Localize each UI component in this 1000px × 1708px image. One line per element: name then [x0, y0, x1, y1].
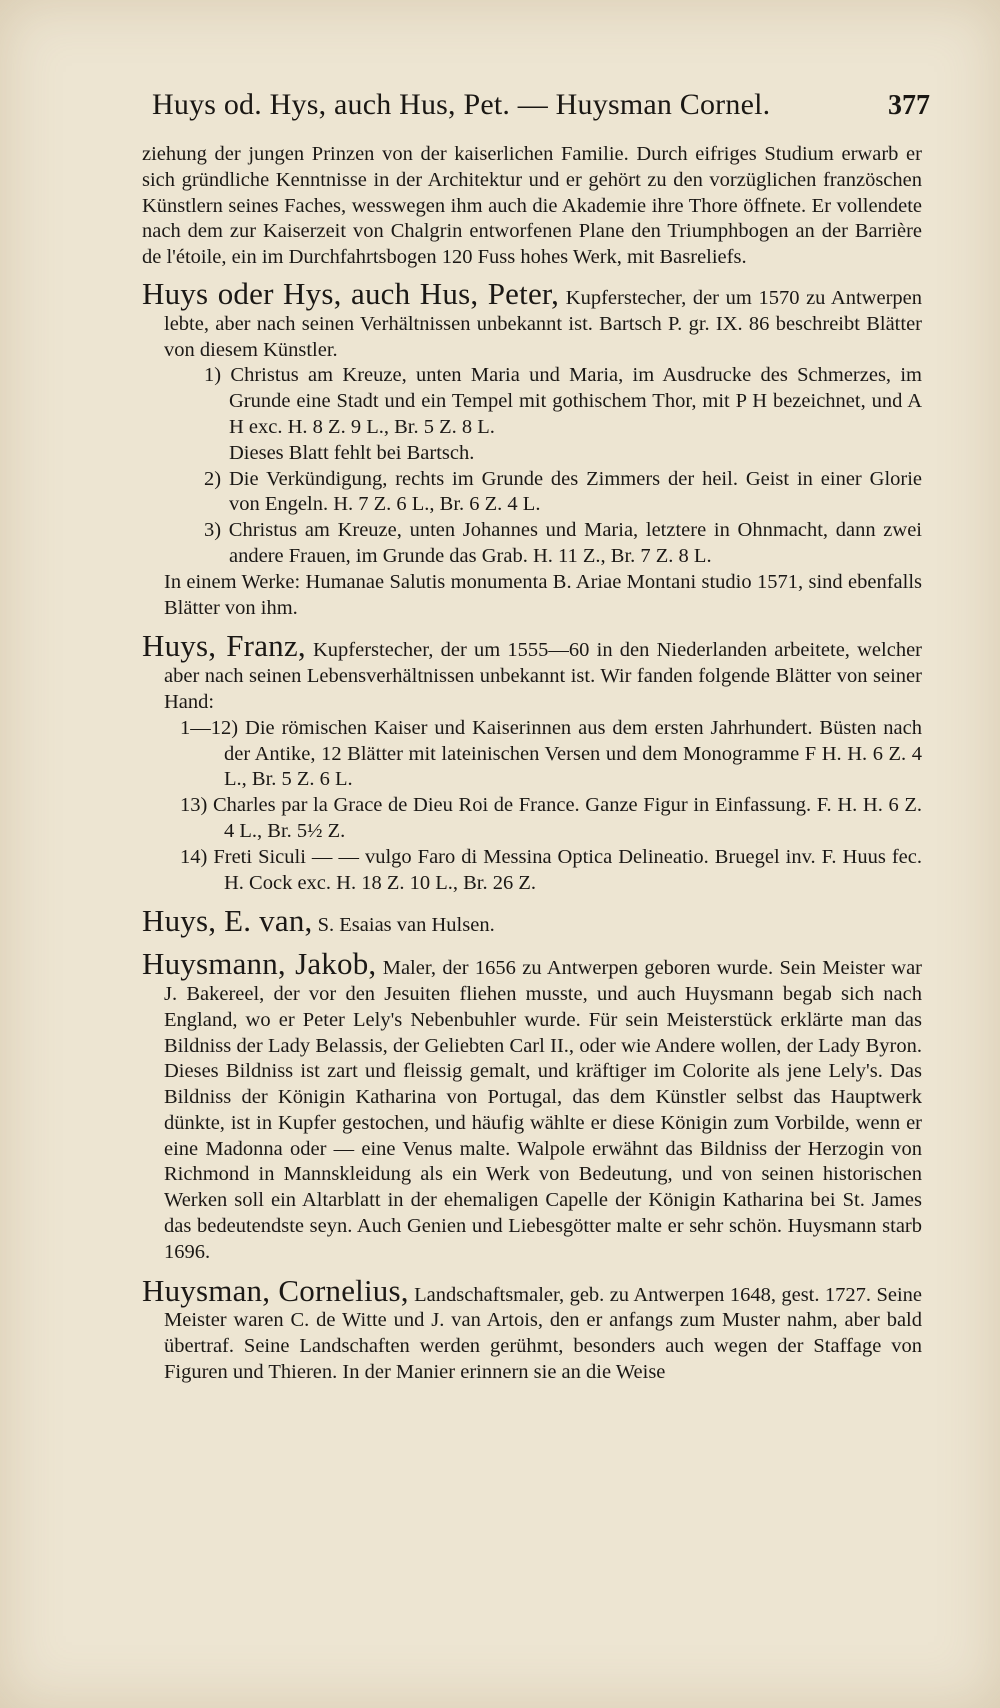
item-number: 1): [204, 364, 222, 387]
entry-text: S. Esaias van Hulsen.: [317, 914, 495, 937]
item-text: Die römischen Kaiser und Kaiserinnen aus dem ersten Jahrhundert. Büsten nach der Antike, 12 Blätter mit lateinischen Versen und dem Monogramme F H. H. 6 Z. 4 L., Br. 5 Z. 6 L.: [224, 716, 923, 791]
list-item: [204, 363, 922, 440]
entry-huys-e: [142, 903, 922, 939]
page-body: [142, 142, 922, 1398]
entry-heading: [142, 946, 922, 1266]
page-number: 377: [888, 90, 930, 121]
entry-tail: In einem Werke: Humanae Salutis monumenta B. Ariae Montani studio 1571, sind ebenfalls Blätter von ihm.: [164, 570, 922, 619]
entry-huysman-cornelius: [142, 1272, 922, 1386]
item-number: 1—12): [180, 716, 239, 739]
entry-text: Kupferstecher, der um 1570 zu Antwerpen lebte, aber nach seinen Verhältnissen unbekannt ist. Bartsch P. gr. IX. 86 beschreibt Blätter von diesem Künstler.: [164, 286, 923, 361]
list-item: [204, 518, 922, 570]
entry-huysmann-jakob: [142, 946, 922, 1266]
works-list: [142, 716, 922, 897]
entry-huys-franz: [142, 628, 923, 896]
entry-text: Kupferstecher, der um 1555—60 in den Niederlanden arbeitete, welcher aber nach seinen Lebensverhältnissen unbekannt ist. Wir fanden folgende Blätter von seiner Hand:: [164, 639, 922, 713]
item-text: Charles par la Grace de Dieu Roi de France. Ganze Figur in Einfassung. F. H. H. 6 Z. 4 L., Br. 5½ Z.: [212, 794, 922, 842]
item-text: Die Verkündigung, rechts im Grunde des Zimmers der heil. Geist in einer Glorie von Engeln. H. 7 Z. 6 L., Br. 6 Z. 4 L.: [228, 467, 923, 516]
entry-name: Huys, Franz,: [142, 628, 306, 664]
entry-name: Huys, E. van,: [142, 903, 313, 939]
works-list: [142, 363, 922, 569]
item-text: Freti Siculi — — vulgo Faro di Messina Optica Delineatio. Bruegel inv. F. Huus fec. H. Cock exc. H. 18 Z. 10 L., Br. 26 Z.: [213, 845, 922, 894]
entry-text: Maler, der 1656 zu Antwerpen geboren wurde. Sein Meister war J. Bakereel, der vor den Jesuiten fliehen musste, und auch Huysmann begab sich nach England, wo er Peter Lely's Nebenbuhler wurde. Für sein Meisterstück erklärte man das Bildniss der Lady Belassis, der Geliebten Carl II., oder wie Andere wollen, der Lady Byron. Dieses Bildniss ist zart und fleissig gemalt, und kräftiger im Colorite als jene Lely's. Das Bildniss der Königin Katharina von Portugal, das dem Künstler selbst das Hauptwerk dünkte, ist in Kupfer gestochen, und häufig wählte er diese Königin zum Vorbilde, wenn er eine Madonna oder — eine Venus malte. Walpole erwähnt das Bildniss der Herzogin von Richmond in Mannskleidung als ein Werk von Bedeutung, und von seinen historischen Werken soll ein Altarblatt in der ehemaligen Capelle der Königin Katharina bei St. James das bedeutendste seyn. Auch Genien und Liebesgötter malte er sehr schön. Huysmann starb 1696.: [164, 957, 922, 1263]
entry-text: Landschaftsmaler, geb. zu Antwerpen 1648, gest. 1727. Seine Meister waren C. de Witte und J. van Artois, den er anfangs zum Muster nahm, aber bald übertraf. Seine Landschaften werden gerühmt, besonders auch wegen der Staffage von Figuren und Thieren. In der Manier erinnern sie an die Weise: [164, 1283, 922, 1384]
item-note: Dieses Blatt fehlt bei Bartsch.: [229, 441, 475, 464]
list-item: [180, 845, 922, 897]
entry-huys-peter: [142, 275, 923, 621]
entry-heading: [142, 628, 922, 715]
item-text: Christus am Kreuze, unten Johannes und Maria, letztere in Ohnmacht, dann zwei andere Frauen, im Grunde das Grab. H. 11 Z., Br. 7 Z. 8 L.: [228, 519, 922, 567]
entry-heading: [142, 903, 922, 939]
list-item: [180, 793, 922, 845]
list-item: [204, 467, 922, 519]
item-text: Christus am Kreuze, unten Maria und Maria, im Ausdrucke des Schmerzes, im Grunde eine Stadt und ein Tempel mit gothischem Thor, mit P H bezeichnet, und A H exc. H. 8 Z. 9 L., Br. 5 Z. 8 L.: [229, 364, 922, 438]
entry-name: Huysmann, Jakob,: [142, 946, 377, 982]
item-number: 2): [204, 467, 222, 490]
continuation-paragraph: ziehung der jungen Prinzen von der kaiserlichen Familie. Durch eifriges Studium erwarb er sich gründliche Kenntnisse in der Architektur und er gehört zu den vorzüglichen französchen Künstlern seines Faches, wesswegen ihm auch die Akademie ihre Thore öffnete. Er vollendete nach dem zur Kaiserzeit von Chalgrin entworfenen Plane den Triumphbogen an der Barrière de l'étoile, ein im Durchfahrtsbogen 120 Fuss hohes Werk, mit Basreliefs.: [142, 143, 922, 269]
list-item: [180, 716, 922, 793]
item-number: 13): [180, 794, 208, 817]
running-head-title: Huys od. Hys, auch Hus, Pet. — Huysman Cornel.: [152, 88, 771, 121]
item-number: 14): [180, 845, 208, 868]
running-head: [152, 88, 930, 122]
entry-name: Huys oder Hys, auch Hus, Peter,: [142, 275, 560, 311]
entry-name: Huysman, Cornelius,: [142, 1272, 409, 1308]
entry-heading: [142, 275, 923, 363]
item-number: 3): [204, 519, 222, 542]
entry-heading: [142, 1272, 922, 1386]
